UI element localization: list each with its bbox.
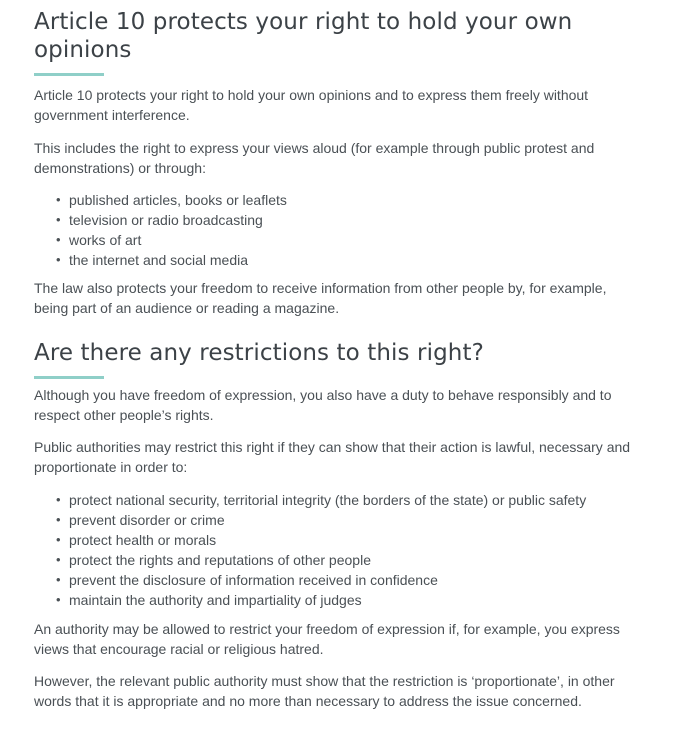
paragraph: Article 10 protects your right to hold your own opinions and to express them freely without government interference. <box>34 87 589 123</box>
list-item: • published articles, books or leaflets <box>56 192 287 208</box>
paragraph: Although you have freedom of expression, you also have a duty to behave responsibly and to respect other people’s rights. <box>34 387 612 423</box>
list-item: • protect health or morals <box>56 532 217 548</box>
heading-underline <box>34 376 104 379</box>
paragraph: This includes the right to express your views aloud (for example through public protest and demonstrations) or through: <box>34 140 595 176</box>
list-item: • the internet and social media <box>56 252 248 268</box>
bullet-list <box>34 490 666 610</box>
paragraph: However, the relevant public authority must show that the restriction is ‘proportionate’, in other words that it is appropriate and no more than necessary to address the issue concerned. <box>34 673 615 709</box>
bullet-list <box>34 190 666 270</box>
section-title: Are there any restrictions to this right? <box>34 340 484 366</box>
list-item: • television or radio broadcasting <box>56 212 263 228</box>
list-item: • protect the rights and reputations of other people <box>56 552 371 568</box>
list-item: • maintain the authority and impartiality of judges <box>56 592 362 608</box>
section-heading-article-10 <box>34 8 644 76</box>
page-title: Article 10 protects your right to hold your own opinions <box>34 9 573 63</box>
paragraph: The law also protects your freedom to receive information from other people by, for example, being part of an audience or reading a magazine. <box>34 280 607 316</box>
section-heading-restrictions <box>34 339 644 379</box>
list-item: • prevent disorder or crime <box>56 512 225 528</box>
paragraph: Public authorities may restrict this right if they can show that their action is lawful, necessary and proportionate in order to: <box>34 439 631 475</box>
list-item: • prevent the disclosure of information received in confidence <box>56 572 438 588</box>
heading-underline <box>34 73 104 76</box>
paragraph: An authority may be allowed to restrict your freedom of expression if, for example, you express views that encourage racial or religious hatred. <box>34 621 620 657</box>
list-item: • works of art <box>56 232 142 248</box>
list-item: • protect national security, territorial integrity (the borders of the state) or public safety <box>56 492 587 508</box>
